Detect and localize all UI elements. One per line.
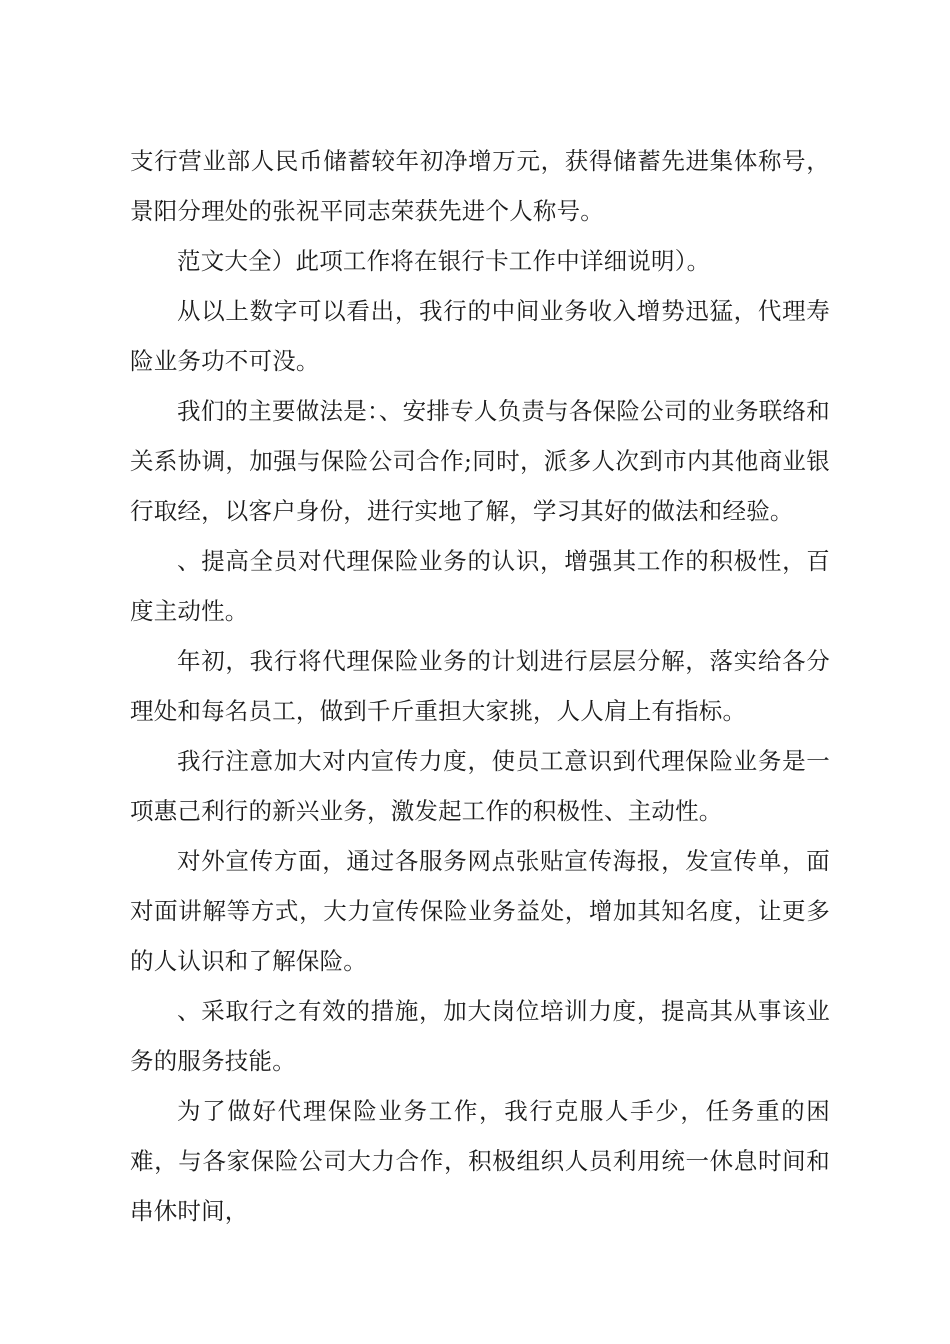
paragraph-3: 从以上数字可以看出，我行的中间业务收入增势迅猛，代理寿险业务功不可没。 [130,297,830,375]
paragraph-2: 范文大全）此项工作将在银行卡工作中详细说明）。 [177,247,711,275]
paragraph-8: 对外宣传方面，通过各服务网点张贴宣传海报，发宣传单，面对面讲解等方式，大力宣传保险业务益处，增加其知名度，让更多的人认识和了解保险。 [130,847,830,975]
paragraph-6: 年初，我行将代理保险业务的计划进行层层分解，落实给各分理处和每名员工，做到千斤重担大家挑，人人肩上有指标。 [130,647,830,725]
document-body [130,136,830,1236]
paragraph-5: 、提高全员对代理保险业务的认识，增强其工作的积极性，百度主动性。 [130,547,830,625]
paragraph-7: 我行注意加大对内宣传力度，使员工意识到代理保险业务是一项惠己利行的新兴业务，激发起工作的积极性、主动性。 [130,747,830,825]
paragraph-1: 支行营业部人民币储蓄较年初净增万元，获得储蓄先进集体称号，景阳分理处的张祝平同志荣获先进个人称号。 [130,147,830,225]
paragraph-4: 我们的主要做法是：、安排专人负责与各保险公司的业务联络和关系协调，加强与保险公司合作;同时，派多人次到市内其他商业银行取经，以客户身份，进行实地了解，学习其好的做法和经验。 [130,397,830,525]
paragraph-10: 为了做好代理保险业务工作，我行克服人手少，任务重的困难，与各家保险公司大力合作，积极组织人员利用统一休息时间和串休时间， [130,1097,830,1225]
paragraph-9: 、采取行之有效的措施，加大岗位培训力度，提高其从事该业务的服务技能。 [130,997,830,1075]
